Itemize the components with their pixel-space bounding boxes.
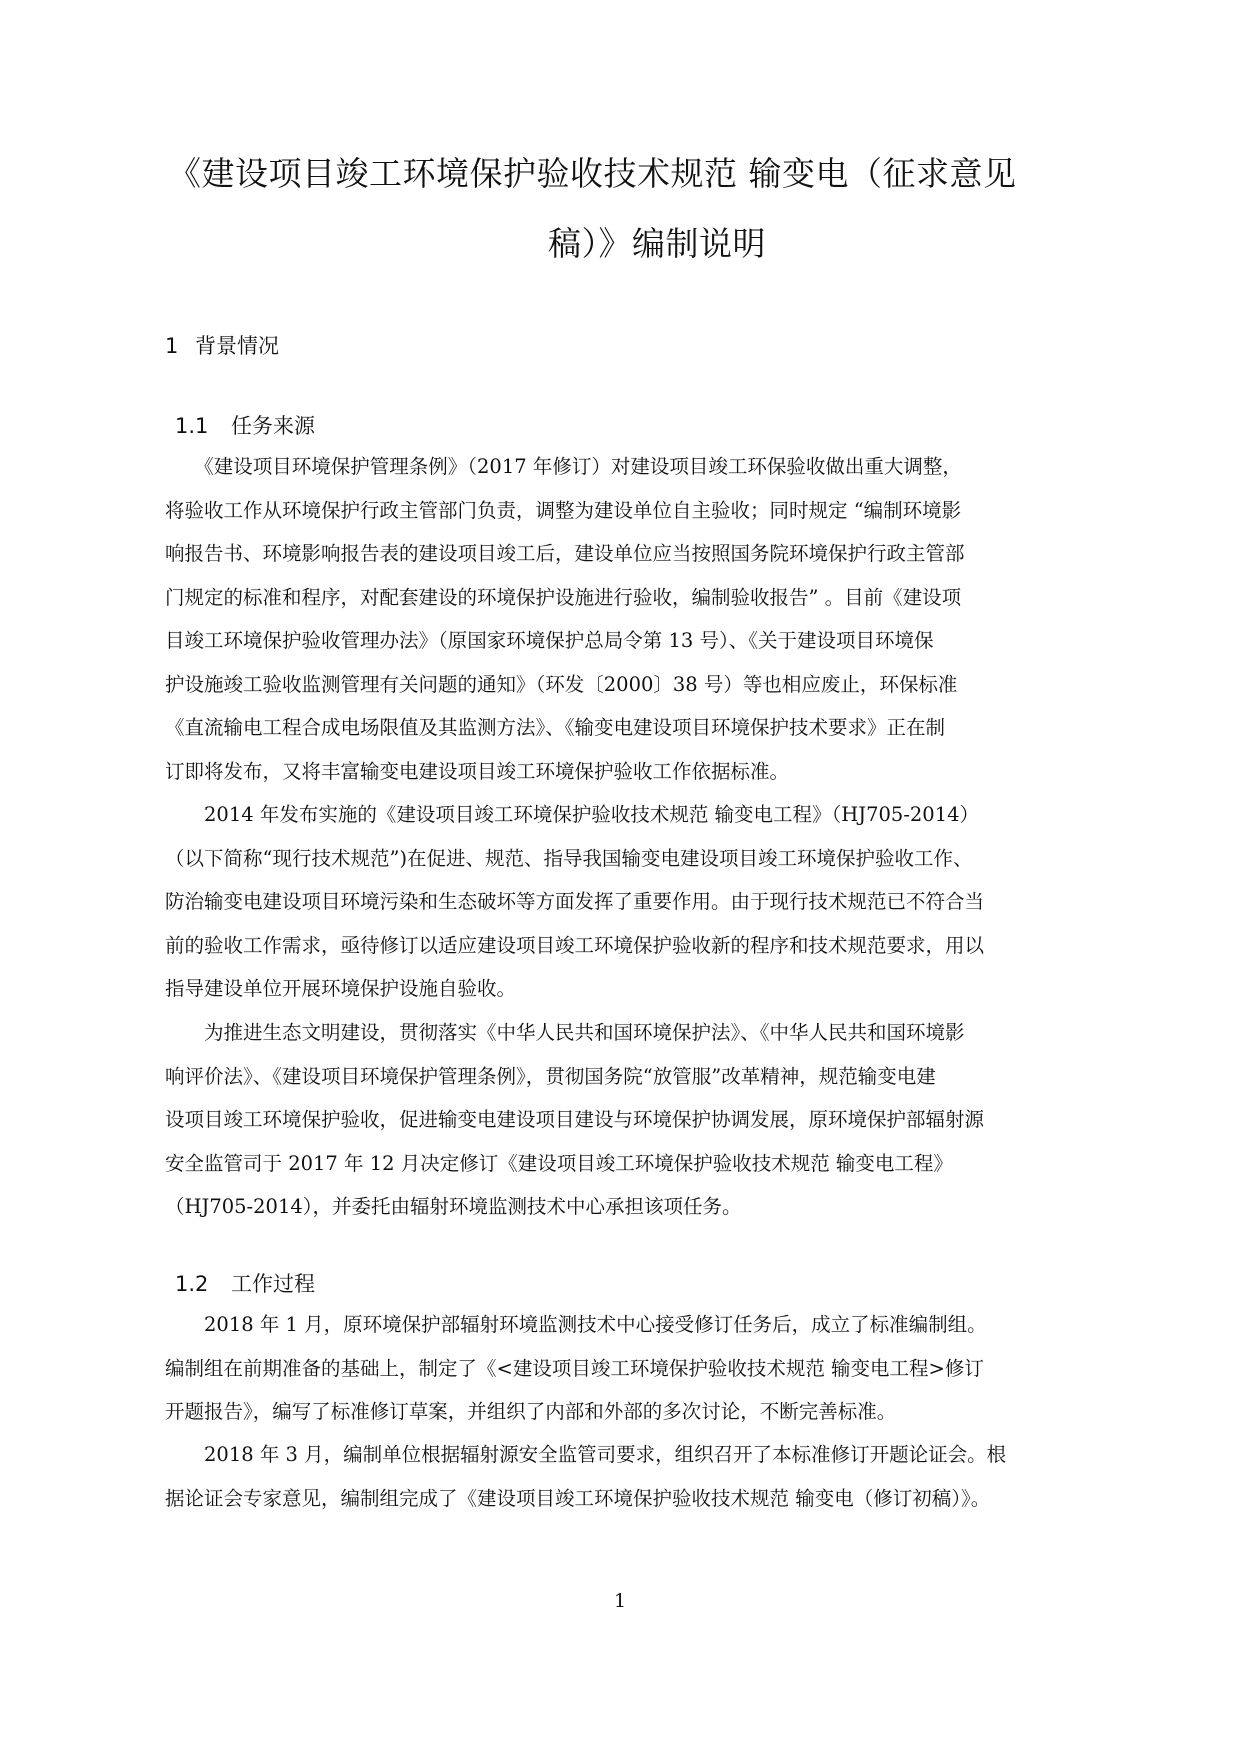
- text-line: 为推进生态文明建设，贯彻落实《中华人民共和国环境保护法》、《中华人民共和国环境影: [165, 1021, 965, 1044]
- section-title: 背景情况: [195, 334, 279, 358]
- subsection-heading-1-2: [175, 1268, 315, 1298]
- paragraph-1-1-c: [165, 1011, 1095, 1229]
- text-line: 开题报告》，编写了标准修订草案，并组织了内部和外部的多次讨论，不断完善标准。: [165, 1400, 897, 1423]
- text-line: 2018 年 1 月，原环境保护部辐射环境监测技术中心接受修订任务后，成立了标准编制组。: [165, 1313, 987, 1336]
- paragraph-1-2-b: [165, 1433, 1095, 1520]
- text-line: 2014 年发布实施的《建设项目竣工环境保护验收技术规范 输变电工程》（HJ705-2014）: [165, 803, 980, 826]
- page-number: 1: [613, 1590, 627, 1612]
- subsection-heading-1-1: [175, 410, 315, 440]
- text-line: 编制组在前期准备的基础上，制定了《<建设项目竣工环境保护验收技术规范 输变电工程>修订: [165, 1356, 984, 1380]
- text-line: 前的验收工作需求，亟待修订以适应建设项目竣工环境保护验收新的程序和技术规范要求，用以: [165, 933, 985, 957]
- section-heading-1: [165, 330, 279, 360]
- text-line: 《建设项目环境保护管理条例》（2017 年修订）对建设项目竣工环保验收做出重大调整，: [165, 455, 962, 478]
- paragraph-1-2-a: [165, 1303, 1095, 1434]
- text-line: 将验收工作从环境保护行政主管部门负责，调整为建设单位自主验收；同时规定 “编制环境影: [165, 498, 962, 522]
- text-line: 护设施竣工验收监测管理有关问题的通知》（环发〔2000〕38 号）等也相应废止，环保标准: [165, 672, 958, 696]
- text-line: 订即将发布，又将丰富输变电建设项目竣工环境保护验收工作依据标准。: [165, 759, 790, 783]
- subsection-number: 1.2: [175, 1272, 209, 1296]
- text-line: （HJ705-2014），并委托由辐射环境监测技术中心承担该项任务。: [165, 1195, 742, 1218]
- text-line: （以下简称“现行技术规范”)在促进、规范、指导我国输变电建设项目竣工环境保护验收工作、: [165, 846, 973, 870]
- subsection-title: 工作过程: [231, 1272, 315, 1296]
- text-line: 目竣工环境保护验收管理办法》（原国家环境保护总局令第 13 号）、《关于建设项目环境保: [165, 629, 934, 652]
- text-line: 2018 年 3 月，编制单位根据辐射源安全监管司要求，组织召开了本标准修订开题论证会。根: [165, 1443, 1007, 1466]
- subsection-number: 1.1: [175, 414, 209, 438]
- text-line: 响评价法》、《建设项目环境保护管理条例》，贯彻国务院“放管服”改革精神，规范输变电建: [165, 1064, 936, 1088]
- text-line: 设项目竣工环境保护验收，促进输变电建设项目建设与环境保护协调发展，原环境保护部辐射源: [165, 1108, 985, 1131]
- text-line: 门规定的标准和程序，对配套建设的环境保护设施进行验收，编制验收报告” 。目前《建设项: [165, 585, 962, 609]
- paragraph-1-1-b: [165, 793, 1095, 1011]
- text-line: 响报告书、环境影响报告表的建设项目竣工后，建设单位应当按照国务院环境保护行政主管部: [165, 542, 965, 565]
- document-title-line-1: 《建设项目竣工环境保护验收技术规范 输变电（征求意见: [168, 154, 1017, 193]
- subsection-title: 任务来源: [231, 414, 315, 438]
- document-title-line-2: 稿）》编制说明: [548, 224, 766, 263]
- text-line: 防治输变电建设项目环境污染和生态破坏等方面发挥了重要作用。由于现行技术规范已不符合当: [165, 890, 985, 913]
- text-line: 指导建设单位开展环境保护设施自验收。: [165, 977, 517, 1000]
- text-line: 据论证会专家意见，编制组完成了《建设项目竣工环境保护验收技术规范 输变电（修订初稿）》。: [165, 1486, 991, 1510]
- text-line: 安全监管司于 2017 年 12 月决定修订《建设项目竣工环境保护验收技术规范 输变电工程》: [165, 1151, 953, 1175]
- paragraph-1-1-a: [165, 445, 1095, 793]
- section-number: 1: [165, 334, 179, 358]
- text-line: 《直流输电工程合成电场限值及其监测方法》、《输变电建设项目环境保护技术要求》正在制: [165, 716, 946, 739]
